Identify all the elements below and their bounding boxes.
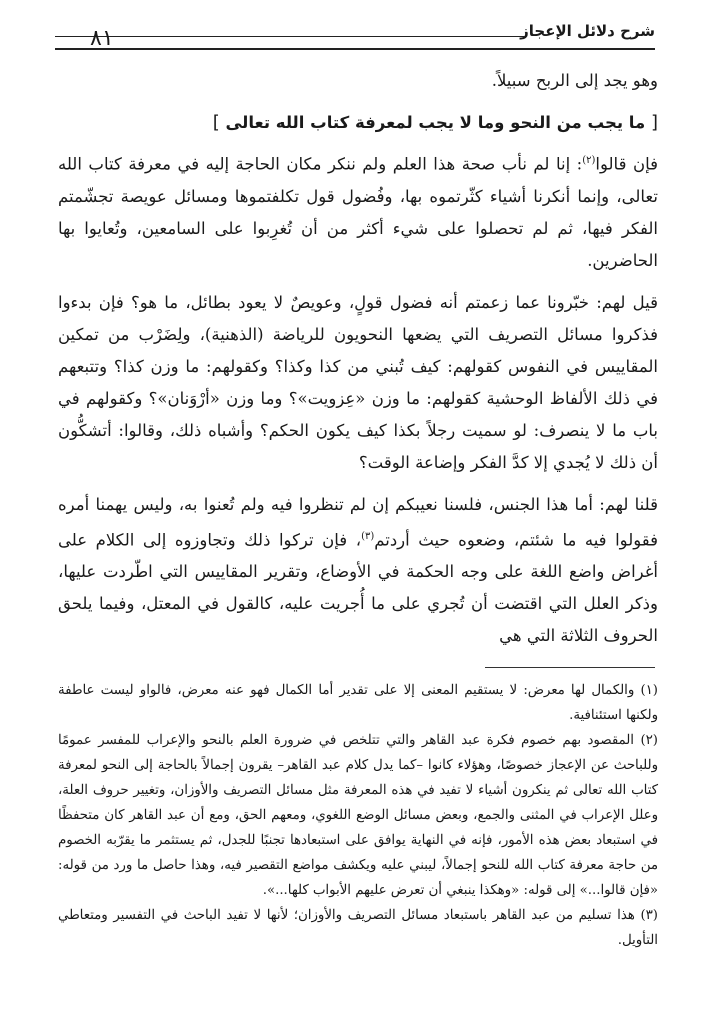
footnote-2: (٢) المقصود بهم خصوم فكرة عبد القاهر والتي تتلخص في ضرورة العلم بالنحو والإعراب للمفسر عمومًا وللباحث عن الإعجاز خصوصًا، وهؤلاء كانوا –كما يدل كلام عبد القاهر– يقرون إجمالاً بالحاجة إلى النحو لمعرفة كتاب الله تعالى ثم ينكرون أشياء لا تفيد في هذه المعرفة مثل مسائل التصريف والأوزان، وتغيير حروف العلة، وعلل الإعراب في المثنى والجمع، وبعض مسائل الوضع اللغوي، ومعهم الحق، ومع أن عبد القاهر كان متحفظًا في استبعاد بعض هذه الأمور، فإنه في النهاية يوافق على استبعادها تجنبًا للجدل، ثم يستثمر ما يقرّبه الخصوم من حاجة معرفة كتاب الله للنحو إجمالاً، ليبني عليه ويكشف مواضع التقصير فيه، وهذا حاصل ما ورد من قوله: «فإن قالوا...» إلى قوله: «وهكذا ينبغي أن تعرض عليهم الأبواب كلها...».: [58, 733, 658, 898]
page-number: ٨١: [90, 26, 114, 51]
footnotes: [58, 678, 658, 953]
paragraph-1: [58, 145, 658, 277]
page-header: [55, 20, 655, 50]
header-rule-bottom: [55, 48, 655, 50]
footnote-1: (١) والكمال لها معرض: لا يستقيم المعنى إلا على تقدير أما الكمال فهو عنه معرض، فالواو ليست عاطفة ولكنها استئنافية.: [58, 683, 658, 723]
heading-bracket-close: ]: [212, 112, 220, 133]
paragraph-1-start: فإن قالوا: [595, 154, 658, 174]
header-rule-top: [55, 36, 525, 37]
paragraph-intro: وهو يجد إلى الربح سبيلاً.: [491, 71, 658, 90]
paragraph-3-rest: ، فإن تركوا ذلك وتجاوزوه إلى الكلام على أغراض واضع اللغة على وجه الحكمة في الأوضاع، وتقرير المقاييس التي اطّردت عليها، وذكر العلل التي اقتضت أن تُجري على ما أُجريت عليه، كالقول في المعتل، وفيما يلحق الحروف الثلاثة التي هي: [58, 530, 658, 645]
footnote-3: (٣) هذا تسليم من عبد القاهر باستبعاد مسائل التصريف والأوزان؛ لأنها لا تفيد الباحث في التفسير ومتعاطي التأويل.: [58, 908, 658, 948]
book-title: شرح دلائل الإعجاز: [520, 22, 655, 40]
footnote-separator: [485, 667, 655, 668]
footnote-ref-2[interactable]: (٢): [582, 155, 596, 166]
footnote-ref-3[interactable]: (٣): [361, 530, 375, 542]
main-text: [58, 65, 658, 662]
paragraph-3-start: قلنا لهم: أما هذا الجنس، فلسنا نعيبكم إن لم تنظروا فيه ولم تُعنوا به، وليس يهمنا أمره فقولوا فيه ما شئتم، وضعوه حيث أردتم: [58, 494, 658, 549]
heading-text: ما يجب من النحو وما لا يجب لمعرفة كتاب الله تعالى: [225, 113, 646, 132]
paragraph-3: [58, 489, 658, 653]
paragraph-2: قيل لهم: خبّرونا عما زعمتم أنه فضول قولٍ، وعويصٌ لا يعود بطائل، ما هو؟ فإن بدءوا فذكروا مسائل التصريف التي يضعها النحويون للرياضة (الذهنية)، ولِضَرْب من تمكين المقاييس في النفوس كقولهم: كيف تُبني من كذا وكذا؟ وكقولهم: ما وزن كذا؟ وتتبعهم في ذلك الألفاظ الوحشية كقولهم: ما وزن «عِزويت»؟ وما وزن «أرْوَنان»؟ وكقولهم في باب ما لا ينصرف: لو سميت رجلاً بكذا كيف يكون الحكم؟ وأشباه ذلك، وقالوا: أتشكُّون أن ذلك لا يُجدي إلا كدَّ الفكر وإضاعة الوقت؟: [58, 292, 658, 472]
heading-bracket-open: [: [650, 112, 658, 133]
section-heading: [58, 107, 658, 139]
paragraph-1-rest: : إنا لم نأب صحة هذا العلم ولم ننكر مكان الحاجة إليه في معرفة كتاب الله تعالى، وإنما أنكرنا أشياء كثّرتموه بها، وفُضول قول تكلفتموها ومسائل عويصة تجشّمتم الفكر فيها، ثم لم تحصلوا على شيء أكثر من أن تُغرِبوا على السامعين، وتُعايوا بها الحاضرين.: [58, 154, 658, 270]
